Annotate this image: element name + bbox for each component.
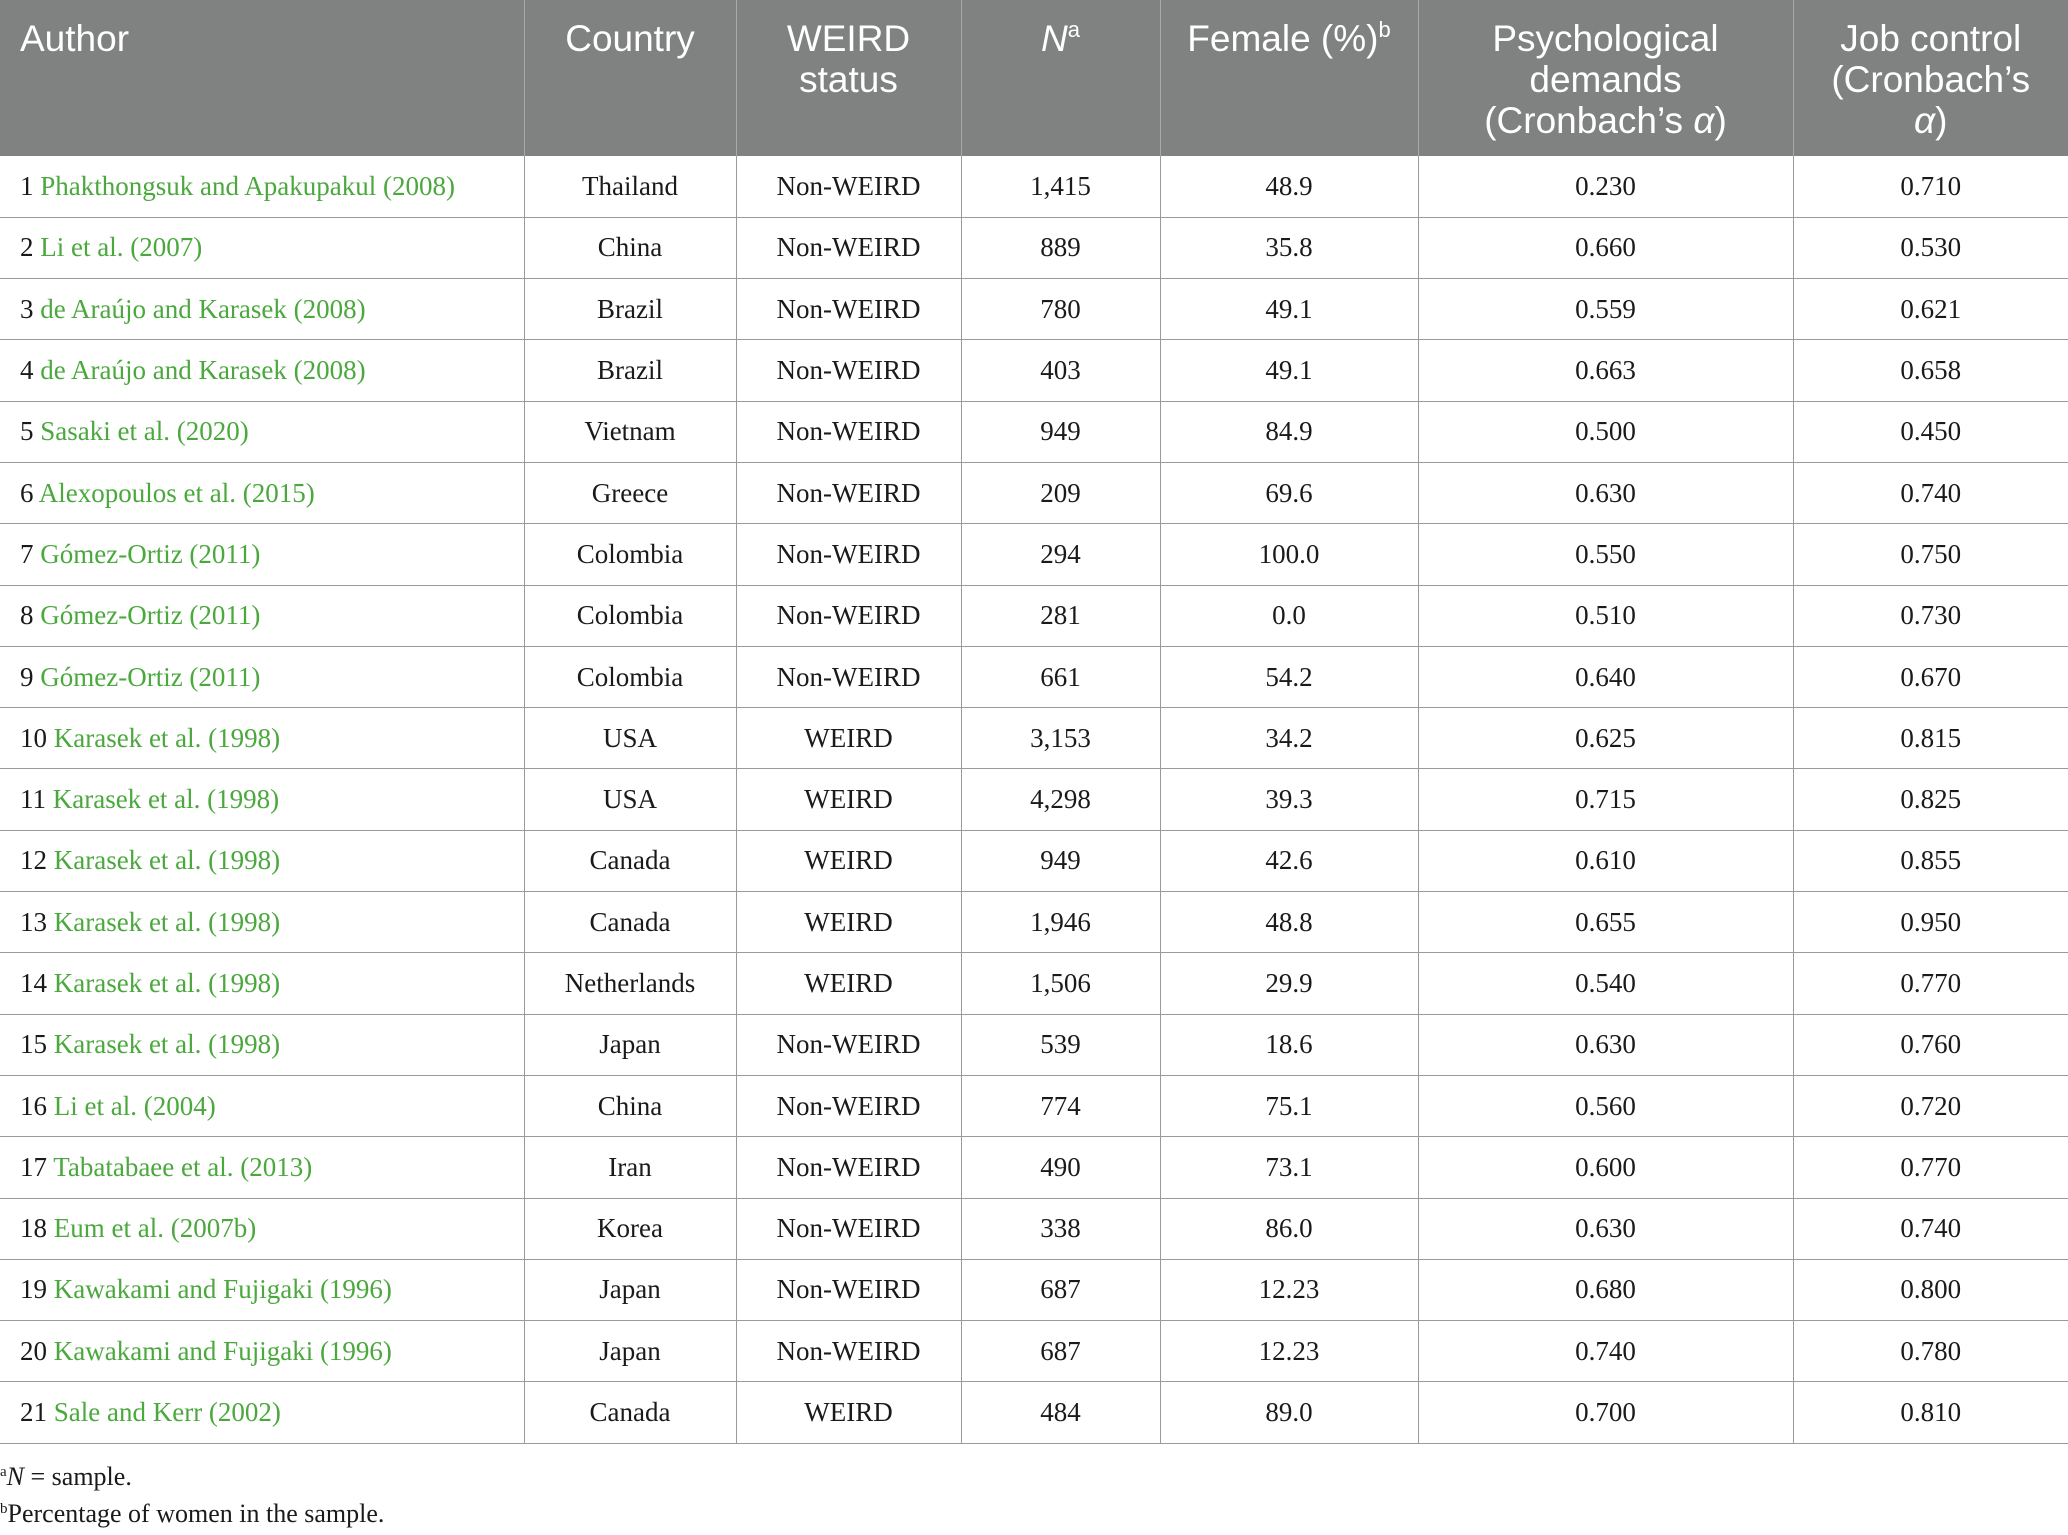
cell-job-control-alpha: 0.760: [1793, 1014, 2068, 1075]
cell-psych-demands-alpha: 0.600: [1418, 1137, 1793, 1198]
cell-author: [0, 585, 524, 646]
cell-author: [0, 462, 524, 523]
cell-author: [0, 1382, 524, 1443]
cell-sample-size: 687: [961, 1259, 1160, 1320]
cell-sample-size: 889: [961, 217, 1160, 278]
row-number: 11: [20, 784, 46, 815]
row-number: 10: [20, 722, 47, 753]
cell-sample-size: 4,298: [961, 769, 1160, 830]
row-number: 4: [20, 355, 34, 386]
cell-author: [0, 953, 524, 1014]
cell-country: Thailand: [524, 156, 736, 217]
cell-country: Japan: [524, 1259, 736, 1320]
reference-link[interactable]: Li et al. (2007): [40, 232, 203, 263]
cell-weird-status: Non-WEIRD: [736, 340, 961, 401]
header-weird-line2: status: [799, 59, 898, 100]
table-row: [0, 769, 2068, 830]
table-row: [0, 156, 2068, 217]
footnote-b-text: Percentage of women in the sample.: [7, 1499, 385, 1528]
row-number: 14: [20, 968, 47, 998]
table-row: [0, 340, 2068, 401]
header-row: [0, 0, 2068, 156]
cell-weird-status: WEIRD: [736, 769, 961, 830]
table-row: [0, 1014, 2068, 1075]
cell-country: Colombia: [524, 524, 736, 585]
row-number: 6: [20, 477, 34, 508]
row-number: 5: [20, 416, 34, 447]
cell-weird-status: Non-WEIRD: [736, 462, 961, 523]
cell-sample-size: 949: [961, 830, 1160, 891]
cell-female-percent: 18.6: [1160, 1014, 1418, 1075]
reference-link[interactable]: Kawakami and Fujigaki (1996): [53, 1274, 392, 1305]
cell-sample-size: 209: [961, 462, 1160, 523]
cell-sample-size: 1,506: [961, 953, 1160, 1014]
cell-psych-demands-alpha: 0.715: [1418, 769, 1793, 830]
cell-author: [0, 156, 524, 217]
row-number: 19: [20, 1274, 47, 1305]
reference-link[interactable]: Li et al. (2004): [53, 1090, 216, 1121]
cell-author: [0, 279, 524, 340]
cell-weird-status: Non-WEIRD: [736, 156, 961, 217]
cell-female-percent: 89.0: [1160, 1382, 1418, 1443]
table-row: [0, 217, 2068, 278]
reference-link[interactable]: Gómez-Ortiz (2011): [40, 661, 261, 692]
header-country: [524, 0, 736, 156]
cell-weird-status: WEIRD: [736, 830, 961, 891]
cell-job-control-alpha: 0.530: [1793, 217, 2068, 278]
cell-weird-status: Non-WEIRD: [736, 401, 961, 462]
header-psych-demands: [1418, 0, 1793, 156]
cell-author: [0, 1321, 524, 1382]
cell-weird-status: Non-WEIRD: [736, 585, 961, 646]
reference-link[interactable]: Alexopoulos et al. (2015): [38, 477, 315, 508]
cell-psych-demands-alpha: 0.510: [1418, 585, 1793, 646]
cell-country: Colombia: [524, 646, 736, 707]
cell-job-control-alpha: 0.800: [1793, 1259, 2068, 1320]
header-job-close: ): [1935, 100, 1948, 141]
cell-sample-size: 774: [961, 1075, 1160, 1136]
row-number: 15: [20, 1029, 47, 1060]
header-weird-line1: WEIRD: [786, 18, 911, 59]
cell-job-control-alpha: 0.658: [1793, 340, 2068, 401]
cell-sample-size: 281: [961, 585, 1160, 646]
header-female-footnote-marker: b: [1378, 17, 1391, 42]
cell-author: [0, 892, 524, 953]
cell-author: [0, 1014, 524, 1075]
cell-job-control-alpha: 0.815: [1793, 708, 2068, 769]
cell-female-percent: 0.0: [1160, 585, 1418, 646]
cell-psych-demands-alpha: 0.540: [1418, 953, 1793, 1014]
row-number: 20: [20, 1335, 47, 1366]
cell-country: Canada: [524, 892, 736, 953]
footnote-b-marker: b: [0, 1501, 8, 1517]
cell-weird-status: WEIRD: [736, 708, 961, 769]
cell-author: [0, 708, 524, 769]
cell-author: [0, 217, 524, 278]
cell-sample-size: 949: [961, 401, 1160, 462]
cell-female-percent: 42.6: [1160, 830, 1418, 891]
cell-psych-demands-alpha: 0.610: [1418, 830, 1793, 891]
header-country-label: Country: [565, 18, 695, 59]
header-female: [1160, 0, 1418, 156]
table-body: [0, 156, 2068, 1443]
table-row: [0, 1321, 2068, 1382]
table-row: [0, 279, 2068, 340]
header-n-label: N: [1041, 18, 1068, 59]
cell-psych-demands-alpha: 0.700: [1418, 1382, 1793, 1443]
cell-female-percent: 69.6: [1160, 462, 1418, 523]
reference-link[interactable]: Phakthongsuk and Apakupakul (2008): [40, 170, 455, 201]
cell-author: [0, 646, 524, 707]
row-number: 21: [20, 1397, 47, 1428]
cell-author: [0, 1075, 524, 1136]
cell-sample-size: 780: [961, 279, 1160, 340]
cell-female-percent: 29.9: [1160, 953, 1418, 1014]
reference-link[interactable]: Gómez-Ortiz (2011): [40, 600, 261, 631]
cell-weird-status: WEIRD: [736, 892, 961, 953]
row-number: 18: [20, 1213, 47, 1244]
cell-job-control-alpha: 0.950: [1793, 892, 2068, 953]
table-row: [0, 892, 2068, 953]
table-row: [0, 462, 2068, 523]
header-job-control: [1793, 0, 2068, 156]
cell-job-control-alpha: 0.710: [1793, 156, 2068, 217]
cell-author: [0, 1198, 524, 1259]
cell-country: Brazil: [524, 340, 736, 401]
header-job-alpha: α: [1914, 100, 1936, 141]
footnote-a: [0, 1458, 384, 1495]
row-number: 12: [20, 845, 47, 876]
row-number: 9: [20, 661, 34, 692]
cell-country: USA: [524, 708, 736, 769]
cell-female-percent: 54.2: [1160, 646, 1418, 707]
table-row: [0, 1075, 2068, 1136]
cell-weird-status: WEIRD: [736, 1382, 961, 1443]
cell-weird-status: Non-WEIRD: [736, 1321, 961, 1382]
cell-female-percent: 12.23: [1160, 1321, 1418, 1382]
reference-link[interactable]: Karasek et al. (1998): [53, 968, 281, 998]
cell-weird-status: WEIRD: [736, 953, 961, 1014]
cell-author: [0, 1259, 524, 1320]
reference-link[interactable]: Karasek et al. (1998): [53, 722, 281, 753]
header-author: [0, 0, 524, 156]
cell-country: Japan: [524, 1014, 736, 1075]
row-number: 2: [20, 232, 34, 263]
cell-female-percent: 34.2: [1160, 708, 1418, 769]
table-row: [0, 646, 2068, 707]
cell-female-percent: 39.3: [1160, 769, 1418, 830]
cell-country: Greece: [524, 462, 736, 523]
cell-job-control-alpha: 0.740: [1793, 462, 2068, 523]
cell-country: China: [524, 1075, 736, 1136]
header-psych-line1: Psychological: [1492, 18, 1719, 59]
cell-sample-size: 1,415: [961, 156, 1160, 217]
header-job-line2: (Cronbach’s: [1831, 59, 2031, 100]
header-psych-alpha: α: [1693, 100, 1715, 141]
reference-link[interactable]: Eum et al. (2007b): [53, 1213, 257, 1244]
row-number: 17: [20, 1151, 47, 1182]
cell-psych-demands-alpha: 0.230: [1418, 156, 1793, 217]
table-row: [0, 1198, 2068, 1259]
cell-psych-demands-alpha: 0.740: [1418, 1321, 1793, 1382]
cell-female-percent: 86.0: [1160, 1198, 1418, 1259]
cell-psych-demands-alpha: 0.550: [1418, 524, 1793, 585]
cell-author: [0, 1137, 524, 1198]
reference-link[interactable]: de Araújo and Karasek (2008): [40, 293, 366, 324]
row-number: 13: [20, 906, 47, 937]
cell-weird-status: Non-WEIRD: [736, 1137, 961, 1198]
header-psych-line2: demands: [1529, 59, 1682, 100]
cell-psych-demands-alpha: 0.663: [1418, 340, 1793, 401]
cell-author: [0, 401, 524, 462]
cell-female-percent: 12.23: [1160, 1259, 1418, 1320]
cell-job-control-alpha: 0.770: [1793, 1137, 2068, 1198]
cell-psych-demands-alpha: 0.680: [1418, 1259, 1793, 1320]
cell-country: Netherlands: [524, 953, 736, 1014]
cell-female-percent: 84.9: [1160, 401, 1418, 462]
cell-weird-status: Non-WEIRD: [736, 1198, 961, 1259]
table-row: [0, 708, 2068, 769]
cell-weird-status: Non-WEIRD: [736, 646, 961, 707]
footnote-a-symbol: N: [6, 1462, 25, 1491]
cell-sample-size: 490: [961, 1137, 1160, 1198]
header-author-label: Author: [20, 18, 130, 59]
footnote-b: [0, 1495, 384, 1532]
cell-female-percent: 49.1: [1160, 279, 1418, 340]
table-row: [0, 953, 2068, 1014]
cell-country: Korea: [524, 1198, 736, 1259]
cell-female-percent: 35.8: [1160, 217, 1418, 278]
header-psych-line3: (Cronbach’s: [1484, 100, 1694, 141]
header-female-label: Female (%): [1187, 18, 1379, 59]
cell-psych-demands-alpha: 0.630: [1418, 462, 1793, 523]
cell-female-percent: 48.9: [1160, 156, 1418, 217]
table-row: [0, 401, 2068, 462]
cell-sample-size: 687: [961, 1321, 1160, 1382]
footnote-a-marker: a: [0, 1464, 7, 1480]
reference-link[interactable]: Sasaki et al. (2020): [40, 416, 249, 447]
cell-job-control-alpha: 0.621: [1793, 279, 2068, 340]
header-psych-close: ): [1714, 100, 1727, 141]
cell-sample-size: 484: [961, 1382, 1160, 1443]
cell-sample-size: 294: [961, 524, 1160, 585]
header-n: [961, 0, 1160, 156]
cell-job-control-alpha: 0.740: [1793, 1198, 2068, 1259]
cell-female-percent: 48.8: [1160, 892, 1418, 953]
reference-link[interactable]: Tabatabaee et al. (2013): [53, 1151, 313, 1182]
row-number: 7: [20, 538, 34, 569]
cell-job-control-alpha: 0.810: [1793, 1382, 2068, 1443]
table-row: [0, 585, 2068, 646]
row-number: 16: [20, 1090, 47, 1121]
table-row: [0, 830, 2068, 891]
cell-sample-size: 661: [961, 646, 1160, 707]
cell-psych-demands-alpha: 0.559: [1418, 279, 1793, 340]
cell-country: USA: [524, 769, 736, 830]
row-number: 8: [20, 600, 34, 631]
cell-sample-size: 539: [961, 1014, 1160, 1075]
row-number: 3: [20, 293, 34, 324]
cell-country: Canada: [524, 1382, 736, 1443]
cell-sample-size: 403: [961, 340, 1160, 401]
cell-job-control-alpha: 0.450: [1793, 401, 2068, 462]
cell-weird-status: Non-WEIRD: [736, 1075, 961, 1136]
cell-psych-demands-alpha: 0.630: [1418, 1198, 1793, 1259]
cell-job-control-alpha: 0.780: [1793, 1321, 2068, 1382]
cell-female-percent: 100.0: [1160, 524, 1418, 585]
table-footnotes: [0, 1458, 384, 1532]
cell-sample-size: 3,153: [961, 708, 1160, 769]
cell-country: Japan: [524, 1321, 736, 1382]
cell-country: China: [524, 217, 736, 278]
cell-author: [0, 524, 524, 585]
cell-author: [0, 830, 524, 891]
cell-job-control-alpha: 0.825: [1793, 769, 2068, 830]
header-n-footnote-marker: a: [1067, 17, 1080, 42]
header-weird-status: [736, 0, 961, 156]
cell-female-percent: 49.1: [1160, 340, 1418, 401]
cell-sample-size: 338: [961, 1198, 1160, 1259]
cell-psych-demands-alpha: 0.640: [1418, 646, 1793, 707]
cell-job-control-alpha: 0.730: [1793, 585, 2068, 646]
reference-link[interactable]: Karasek et al. (1998): [53, 1029, 281, 1060]
reference-link[interactable]: Karasek et al. (1998): [53, 845, 281, 876]
cell-sample-size: 1,946: [961, 892, 1160, 953]
cell-job-control-alpha: 0.670: [1793, 646, 2068, 707]
cell-weird-status: Non-WEIRD: [736, 1014, 961, 1075]
cell-job-control-alpha: 0.855: [1793, 830, 2068, 891]
footnote-a-text: = sample.: [24, 1462, 132, 1491]
cell-female-percent: 75.1: [1160, 1075, 1418, 1136]
cell-country: Canada: [524, 830, 736, 891]
cell-author: [0, 769, 524, 830]
reference-link[interactable]: Karasek et al. (1998): [53, 906, 281, 937]
reference-link[interactable]: Kawakami and Fujigaki (1996): [53, 1335, 392, 1366]
cell-job-control-alpha: 0.770: [1793, 953, 2068, 1014]
cell-job-control-alpha: 0.720: [1793, 1075, 2068, 1136]
cell-psych-demands-alpha: 0.630: [1418, 1014, 1793, 1075]
cell-country: Vietnam: [524, 401, 736, 462]
cell-job-control-alpha: 0.750: [1793, 524, 2068, 585]
cell-weird-status: Non-WEIRD: [736, 279, 961, 340]
cell-country: Colombia: [524, 585, 736, 646]
cell-psych-demands-alpha: 0.660: [1418, 217, 1793, 278]
table-row: [0, 1382, 2068, 1443]
cell-country: Iran: [524, 1137, 736, 1198]
row-number: 1: [20, 170, 34, 201]
reference-link[interactable]: Sale and Kerr (2002): [53, 1397, 281, 1428]
cell-country: Brazil: [524, 279, 736, 340]
cell-psych-demands-alpha: 0.500: [1418, 401, 1793, 462]
cell-weird-status: Non-WEIRD: [736, 524, 961, 585]
reference-link[interactable]: Gómez-Ortiz (2011): [40, 538, 261, 569]
cell-weird-status: Non-WEIRD: [736, 1259, 961, 1320]
reference-link[interactable]: Karasek et al. (1998): [52, 784, 280, 815]
cell-psych-demands-alpha: 0.560: [1418, 1075, 1793, 1136]
cell-female-percent: 73.1: [1160, 1137, 1418, 1198]
table-row: [0, 524, 2068, 585]
cell-author: [0, 340, 524, 401]
cell-weird-status: Non-WEIRD: [736, 217, 961, 278]
table-row: [0, 1259, 2068, 1320]
header-job-line1: Job control: [1840, 18, 2022, 59]
cell-psych-demands-alpha: 0.625: [1418, 708, 1793, 769]
cell-psych-demands-alpha: 0.655: [1418, 892, 1793, 953]
reference-link[interactable]: de Araújo and Karasek (2008): [40, 355, 366, 386]
table-row: [0, 1137, 2068, 1198]
